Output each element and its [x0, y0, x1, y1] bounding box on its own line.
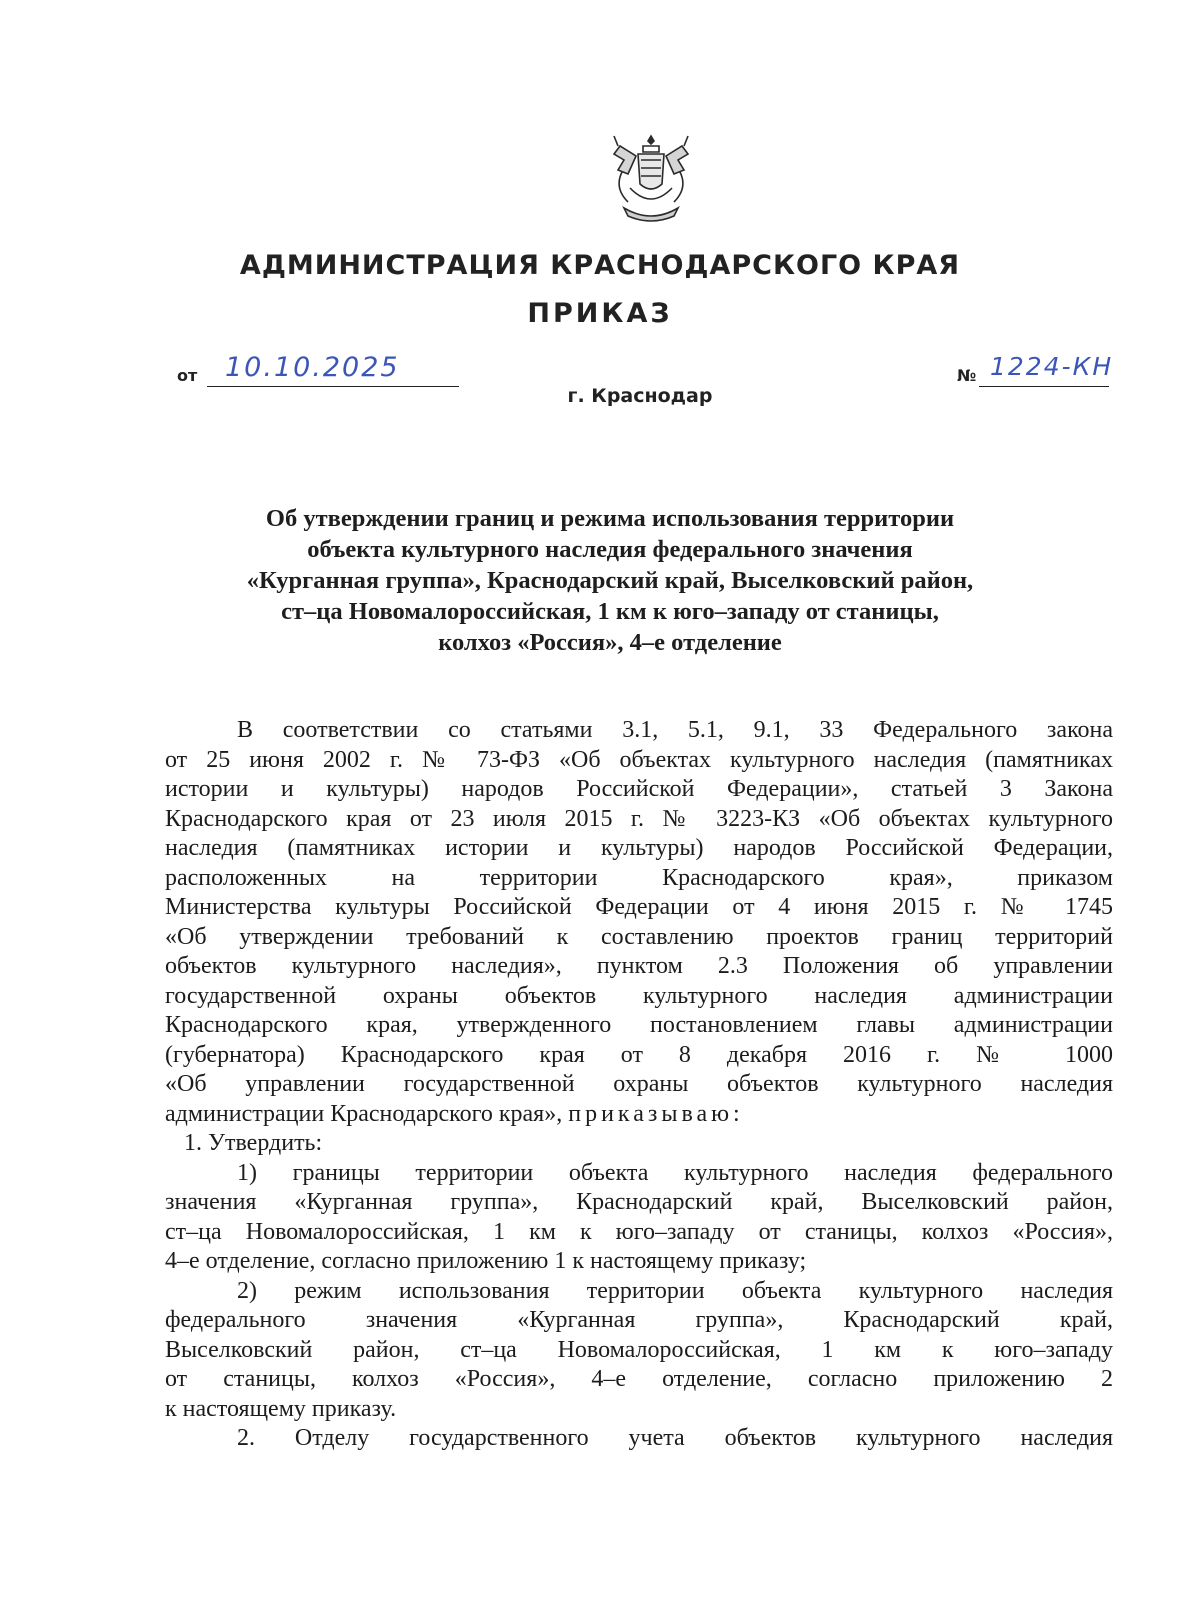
body-line: «Об управлении государственной охраны объектов культурного наследия: [165, 1071, 1113, 1097]
number-field: [957, 352, 1157, 386]
document-title: [150, 503, 1070, 658]
item-1-1-line: 1) границы территории объекта культурного наследия федерального: [237, 1159, 1113, 1186]
document-body: [165, 716, 1113, 1454]
item-1-1-line: значения «Курганная группа», Краснодарский край, Выселковский район,: [165, 1189, 1113, 1215]
body-line: от 25 июня 2002 г. № 73-ФЗ «Об объектах культурного наследия (памятниках: [165, 746, 1113, 773]
item-1-2-line: 2) режим использования территории объекта культурного наследия: [237, 1277, 1113, 1304]
date-label: от: [177, 366, 198, 385]
title-line: колхоз «Россия», 4–е отделение: [438, 629, 782, 656]
item-1-2-line: федерального значения «Курганная группа», Краснодарский край,: [165, 1307, 1113, 1333]
title-line: объекта культурного наследия федерального значения: [307, 536, 913, 563]
document-type: ПРИКАЗ: [527, 298, 673, 329]
title-line: Об утверждении границ и режима использования территории: [265, 505, 955, 532]
item-2: 2. Отделу государственного учета объектов культурного наследия: [237, 1425, 1113, 1451]
preamble-end: администрации Краснодарского края»,: [165, 1100, 563, 1127]
body-line: В соответствии со статьями 3.1, 5.1, 9.1, 33 Федерального закона: [237, 717, 1113, 743]
title-line: ст–ца Новомалороссийская, 1 км к юго–западу от станицы,: [281, 598, 939, 625]
body-line: «Об утверждении требований к составлению проектов границ территорий: [165, 923, 1113, 950]
number-label: №: [957, 366, 977, 385]
body-line: [165, 1100, 1113, 1130]
body-line: Краснодарского края от 23 июля 2015 г. № 3223-КЗ «Об объектах культурного: [165, 805, 1113, 832]
coat-of-arms-emblem: [608, 132, 694, 228]
item-1-2-line: Выселковский район, ст–ца Новомалороссийская, 1 км к юго–западу: [165, 1336, 1113, 1363]
item-1-1-line: 4–е отделение, согласно приложению 1 к настоящему приказу;: [165, 1248, 807, 1274]
order-word: приказываю:: [568, 1100, 744, 1127]
body-line: наследия (памятниках истории и культуры) народов Российской Федерации,: [165, 835, 1113, 861]
body-line: государственной охраны объектов культурного наследия администрации: [165, 982, 1113, 1009]
city-line: г. Краснодар: [567, 385, 713, 407]
body-line: расположенных на территории Краснодарского края», приказом: [165, 864, 1113, 891]
date-field: [177, 352, 477, 386]
number-handwritten: 1224-КН: [990, 352, 1114, 381]
item-1-2-line: от станицы, колхоз «Россия», 4–е отделение, согласно приложению 2: [165, 1366, 1113, 1392]
body-line: Краснодарского края, утвержденного постановлением главы администрации: [165, 1012, 1113, 1038]
item-1: 1. Утвердить:: [184, 1130, 323, 1156]
title-line: «Курганная группа», Краснодарский край, Выселковский район,: [246, 567, 974, 594]
body-line: объектов культурного наследия», пунктом 2.3 Положения об управлении: [165, 953, 1113, 979]
item-1-1-line: ст–ца Новомалороссийская, 1 км к юго–западу от станицы, колхоз «Россия»,: [165, 1218, 1113, 1245]
body-line: истории и культуры) народов Российской Федерации», статьей 3 Закона: [165, 776, 1113, 802]
organization-header: АДМИНИСТРАЦИЯ КРАСНОДАРСКОГО КРАЯ: [239, 250, 961, 281]
body-line: Министерства культуры Российской Федерации от 4 июня 2015 г. № 1745: [165, 894, 1113, 920]
date-handwritten: 10.10.2025: [225, 352, 400, 383]
item-1-2-line: к настоящему приказу.: [165, 1395, 397, 1422]
body-line: (губернатора) Краснодарского края от 8 декабря 2016 г. № 1000: [165, 1041, 1113, 1068]
